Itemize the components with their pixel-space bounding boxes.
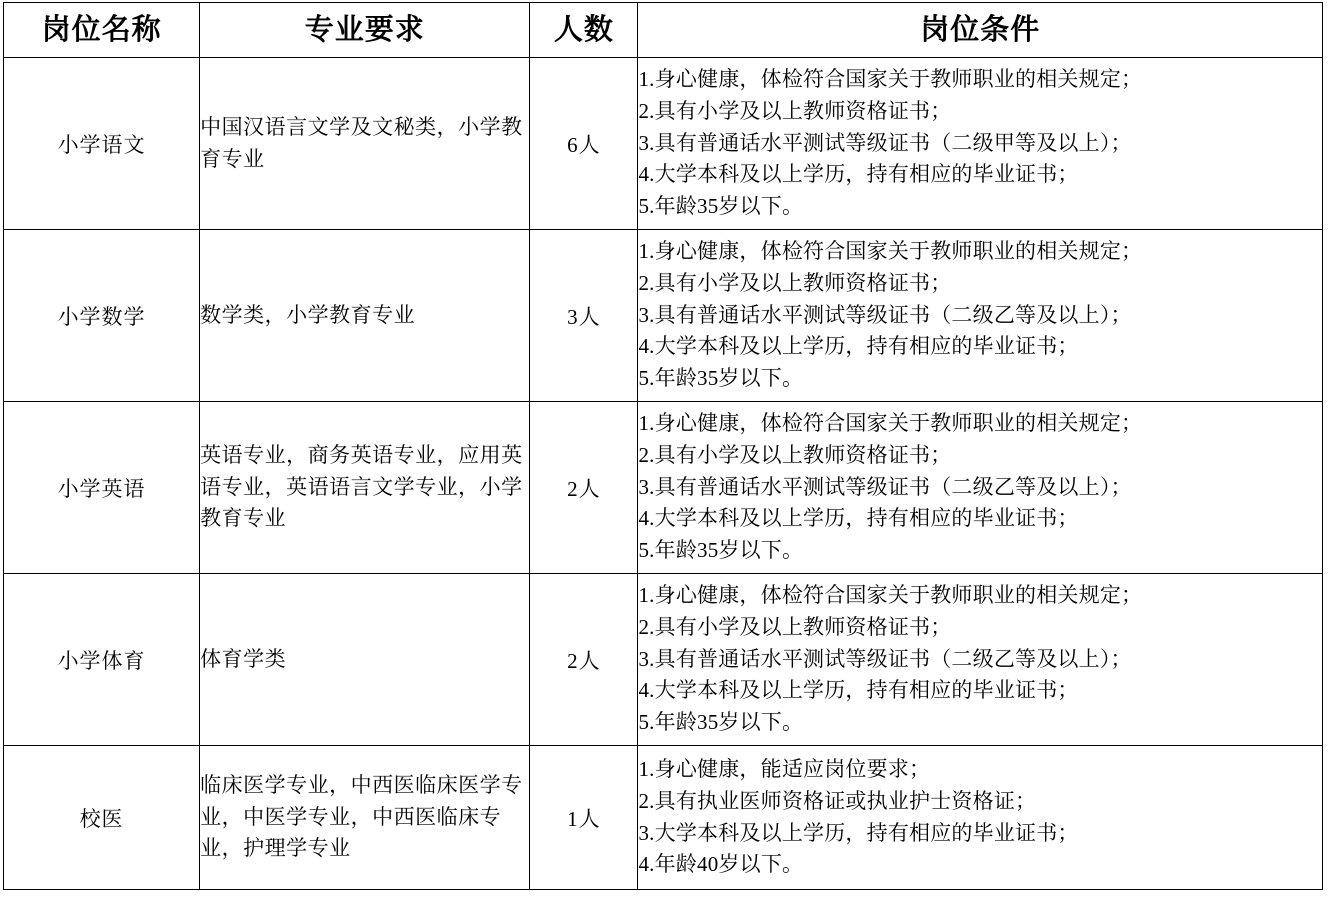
table-row [4,58,1323,230]
condition-line: 1.身心健康，体检符合国家关于教师职业的相关规定； [638,66,1143,91]
cell-count: 6人 [530,58,638,230]
table-row [4,746,1323,890]
cell-position: 小学数学 [4,230,200,402]
cell-position: 小学语文 [4,58,200,230]
recruitment-table [3,2,1323,890]
condition-line: 3.具有普通话水平测试等级证书（二级甲等及以上）； [638,130,1132,155]
condition-line: 2.具有小学及以上教师资格证书； [638,614,952,639]
table-header-row [4,3,1323,58]
condition-line: 3.具有普通话水平测试等级证书（二级乙等及以上）； [638,474,1132,499]
cell-conditions [638,574,1323,746]
condition-line: 3.具有普通话水平测试等级证书（二级乙等及以上）； [638,646,1132,671]
header-major: 专业要求 [200,3,530,58]
condition-line: 2.具有小学及以上教师资格证书； [638,98,952,123]
condition-line: 5.年龄35岁以下。 [638,710,804,735]
cell-position: 小学英语 [4,402,200,574]
table-row [4,574,1323,746]
header-count: 人数 [530,3,638,58]
cell-major: 中国汉语言文学及文秘类，小学教育专业 [200,58,530,230]
cell-position: 校医 [4,746,200,890]
cell-conditions [638,58,1323,230]
condition-line: 3.大学本科及以上学历，持有相应的毕业证书； [638,820,1079,845]
table-row [4,230,1323,402]
table-header [4,3,1323,58]
condition-line: 1.身心健康，能适应岗位要求； [638,756,931,781]
condition-line: 4.大学本科及以上学历，持有相应的毕业证书； [638,678,1079,703]
condition-line: 4.大学本科及以上学历，持有相应的毕业证书； [638,334,1079,359]
condition-line: 5.年龄35岁以下。 [638,538,804,563]
condition-line: 1.身心健康，体检符合国家关于教师职业的相关规定； [638,410,1143,435]
cell-major: 临床医学专业，中西医临床医学专业，中医学专业，中西医临床专业，护理学专业 [200,746,530,890]
condition-line: 3.具有普通话水平测试等级证书（二级乙等及以上）； [638,302,1132,327]
table-row [4,402,1323,574]
condition-line: 4.大学本科及以上学历，持有相应的毕业证书； [638,506,1079,531]
cell-conditions [638,230,1323,402]
header-conditions: 岗位条件 [638,3,1323,58]
cell-conditions [638,402,1323,574]
condition-line: 4.年龄40岁以下。 [638,852,804,877]
cell-count: 1人 [530,746,638,890]
cell-count: 2人 [530,402,638,574]
condition-line: 4.大学本科及以上学历，持有相应的毕业证书； [638,162,1079,187]
table-body [4,58,1323,890]
cell-count: 2人 [530,574,638,746]
condition-line: 5.年龄35岁以下。 [638,194,804,219]
document-page [0,2,1328,902]
condition-line: 2.具有执业医师资格证或执业护士资格证； [638,788,1037,813]
cell-conditions [638,746,1323,890]
cell-major: 数学类，小学教育专业 [200,230,530,402]
condition-line: 2.具有小学及以上教师资格证书； [638,442,952,467]
condition-line: 5.年龄35岁以下。 [638,366,804,391]
cell-count: 3人 [530,230,638,402]
cell-position: 小学体育 [4,574,200,746]
condition-line: 1.身心健康，体检符合国家关于教师职业的相关规定； [638,238,1143,263]
condition-line: 1.身心健康，体检符合国家关于教师职业的相关规定； [638,582,1143,607]
cell-major: 体育学类 [200,574,530,746]
condition-line: 2.具有小学及以上教师资格证书； [638,270,952,295]
cell-major: 英语专业，商务英语专业，应用英语专业，英语语言文学专业，小学教育专业 [200,402,530,574]
header-position: 岗位名称 [4,3,200,58]
